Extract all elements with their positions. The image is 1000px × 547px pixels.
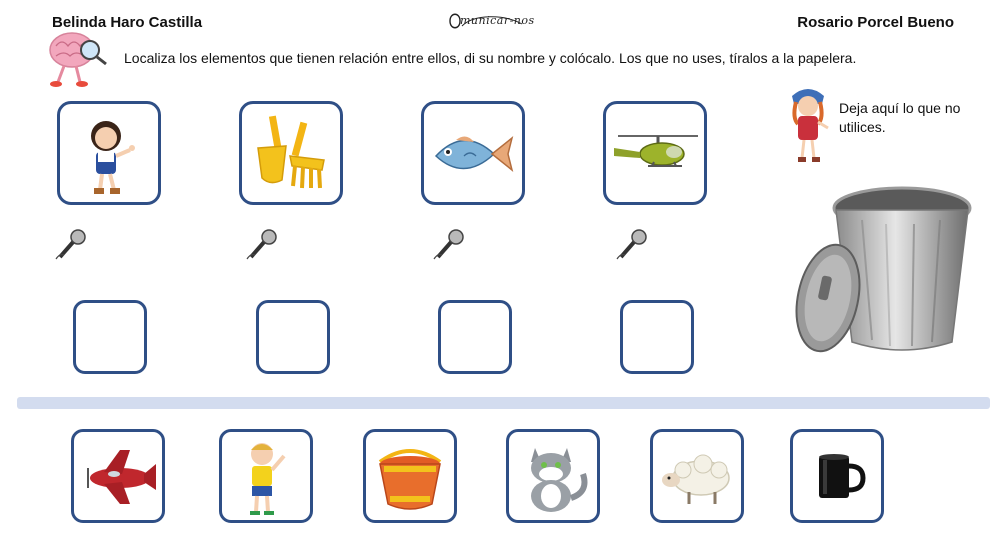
card-bucket[interactable] <box>363 429 457 523</box>
sheep-icon <box>653 432 741 520</box>
plane-icon <box>74 432 162 520</box>
girl-thumbs-up-icon <box>60 104 158 202</box>
card-mug[interactable] <box>790 429 884 523</box>
microphone-button-2[interactable] <box>245 227 279 261</box>
microphone-icon <box>245 227 279 261</box>
instruction-text: Localiza los elementos que tienen relación entre ellos, di su nombre y colócalo. Los que no uses, tíralos a la papelera. <box>124 50 857 66</box>
drop-slot-1[interactable] <box>73 300 147 374</box>
microphone-button-1[interactable] <box>54 227 88 261</box>
author-left: Belinda Haro Castilla <box>52 14 203 31</box>
brain-magnifier-icon <box>42 30 112 90</box>
card-cat[interactable] <box>506 429 600 523</box>
sand-bucket-icon <box>366 432 454 520</box>
author-right: Rosario Porcel Bueno <box>797 14 954 31</box>
boy-waving-icon <box>222 432 310 520</box>
girl-pointing-icon <box>784 84 834 166</box>
drop-slot-4[interactable] <box>620 300 694 374</box>
helicopter-icon <box>606 104 704 202</box>
card-plane[interactable] <box>71 429 165 523</box>
card-girl[interactable] <box>57 101 161 205</box>
card-sheep[interactable] <box>650 429 744 523</box>
card-shovel-rake[interactable] <box>239 101 343 205</box>
sand-shovel-rake-icon <box>242 104 340 202</box>
drop-slot-2[interactable] <box>256 300 330 374</box>
microphone-icon <box>615 227 649 261</box>
microphone-icon <box>54 227 88 261</box>
logo-text: municar-nos <box>460 14 535 27</box>
fish-icon <box>424 104 522 202</box>
trash-can[interactable] <box>790 180 980 362</box>
card-boy[interactable] <box>219 429 313 523</box>
microphone-button-4[interactable] <box>615 227 649 261</box>
cat-icon <box>509 432 597 520</box>
mug-icon <box>793 432 881 520</box>
card-helicopter[interactable] <box>603 101 707 205</box>
drop-slot-3[interactable] <box>438 300 512 374</box>
discard-instruction: Deja aquí lo que no utilices. <box>839 100 961 135</box>
trash-can-icon <box>790 180 980 362</box>
card-fish[interactable] <box>421 101 525 205</box>
microphone-button-3[interactable] <box>432 227 466 261</box>
microphone-icon <box>432 227 466 261</box>
divider-bar <box>17 397 990 409</box>
